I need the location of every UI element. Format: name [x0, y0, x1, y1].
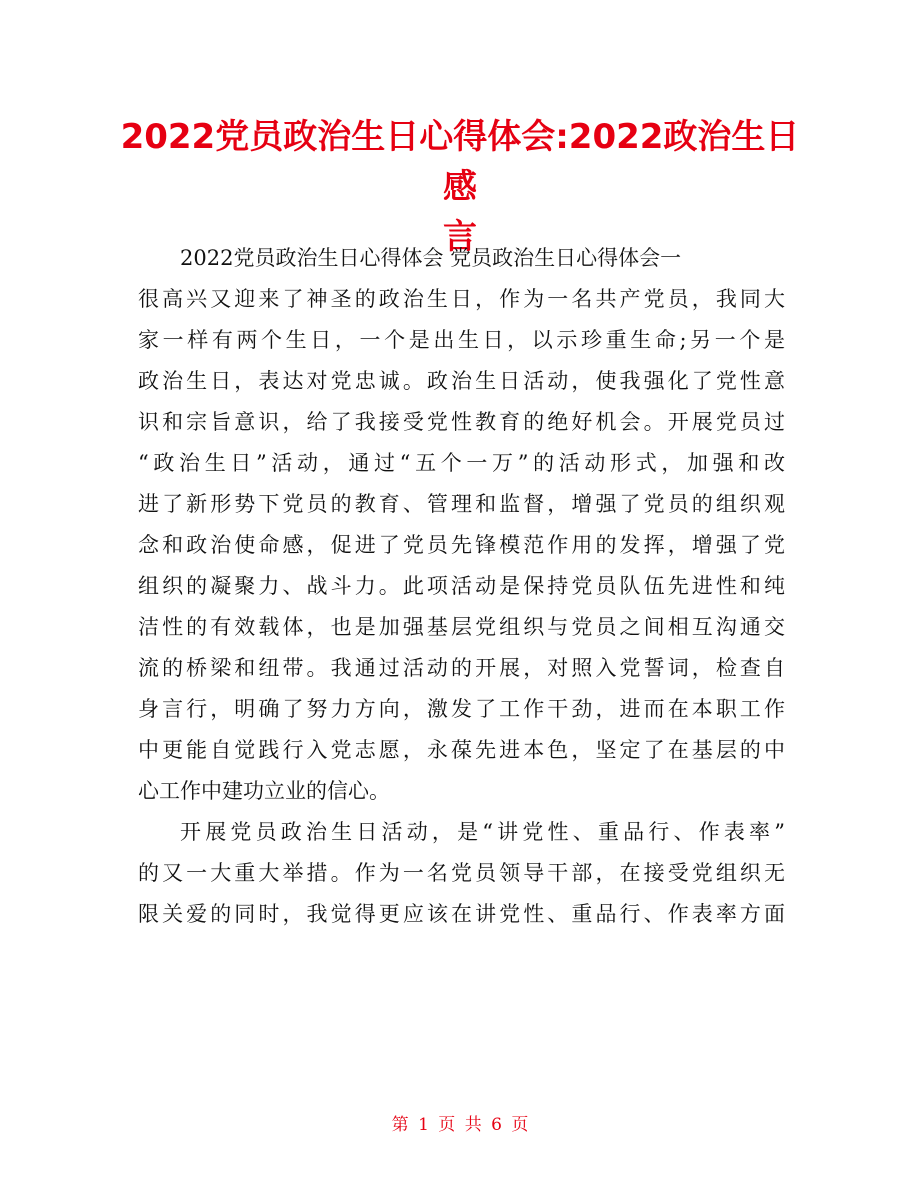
title-line-1: 2022党员政治生日心得体会:2022政治生日感 [120, 117, 800, 207]
paragraph-1-line-6: “政治生日”活动，通过“五个一万”的活动形式，加强和改 [138, 451, 785, 475]
paragraph-1-line-12: 身言行，明确了努力方向，激发了工作干劲，进而在本职工作 [138, 697, 785, 721]
page-number-footer: 第 1 页 共 6 页 [391, 1115, 529, 1135]
paragraph-1-line-7: 进了新形势下党员的教育、管理和监督，增强了党员的组织观 [138, 492, 785, 516]
paragraph-2-line-1: 开展党员政治生日活动，是“讲党性、重品行、作表率” [180, 820, 785, 844]
paragraph-2-line-3: 限关爱的同时，我觉得更应该在讲党性、重品行、作表率方面 [138, 902, 785, 926]
paragraph-1-line-9: 组织的凝聚力、战斗力。此项活动是保持党员队伍先进性和纯 [138, 574, 785, 598]
paragraph-1-line-1: 2022党员政治生日心得体会 党员政治生日心得体会一 [180, 246, 682, 270]
paragraph-1-line-2: 很高兴又迎来了神圣的政治生日，作为一名共产党员，我同大 [138, 287, 785, 311]
paragraph-1-line-8: 念和政治使命感，促进了党员先锋模范作用的发挥，增强了党 [138, 533, 785, 557]
paragraph-1-line-10: 洁性的有效载体，也是加强基层党组织与党员之间相互沟通交 [138, 615, 785, 639]
paragraph-1-line-13: 中更能自觉践行入党志愿，永葆先进本色，坚定了在基层的中 [138, 738, 785, 762]
title-line-2: 言 [443, 217, 477, 257]
paragraph-1-line-3: 家一样有两个生日，一个是出生日，以示珍重生命;另一个是 [138, 328, 785, 352]
paragraph-1-line-14: 心工作中建功立业的信心。 [138, 779, 390, 803]
document-body [138, 238, 785, 935]
paragraph-1-line-4: 政治生日，表达对党忠诚。政治生日活动，使我强化了党性意 [138, 369, 785, 393]
paragraph-1-line-11: 流的桥梁和纽带。我通过活动的开展，对照入党誓词，检查自 [138, 656, 785, 680]
paragraph-1-line-5: 识和宗旨意识，给了我接受党性教育的绝好机会。开展党员过 [138, 410, 785, 434]
paragraph-2-line-2: 的又一大重大举措。作为一名党员领导干部，在接受党组织无 [138, 861, 785, 885]
